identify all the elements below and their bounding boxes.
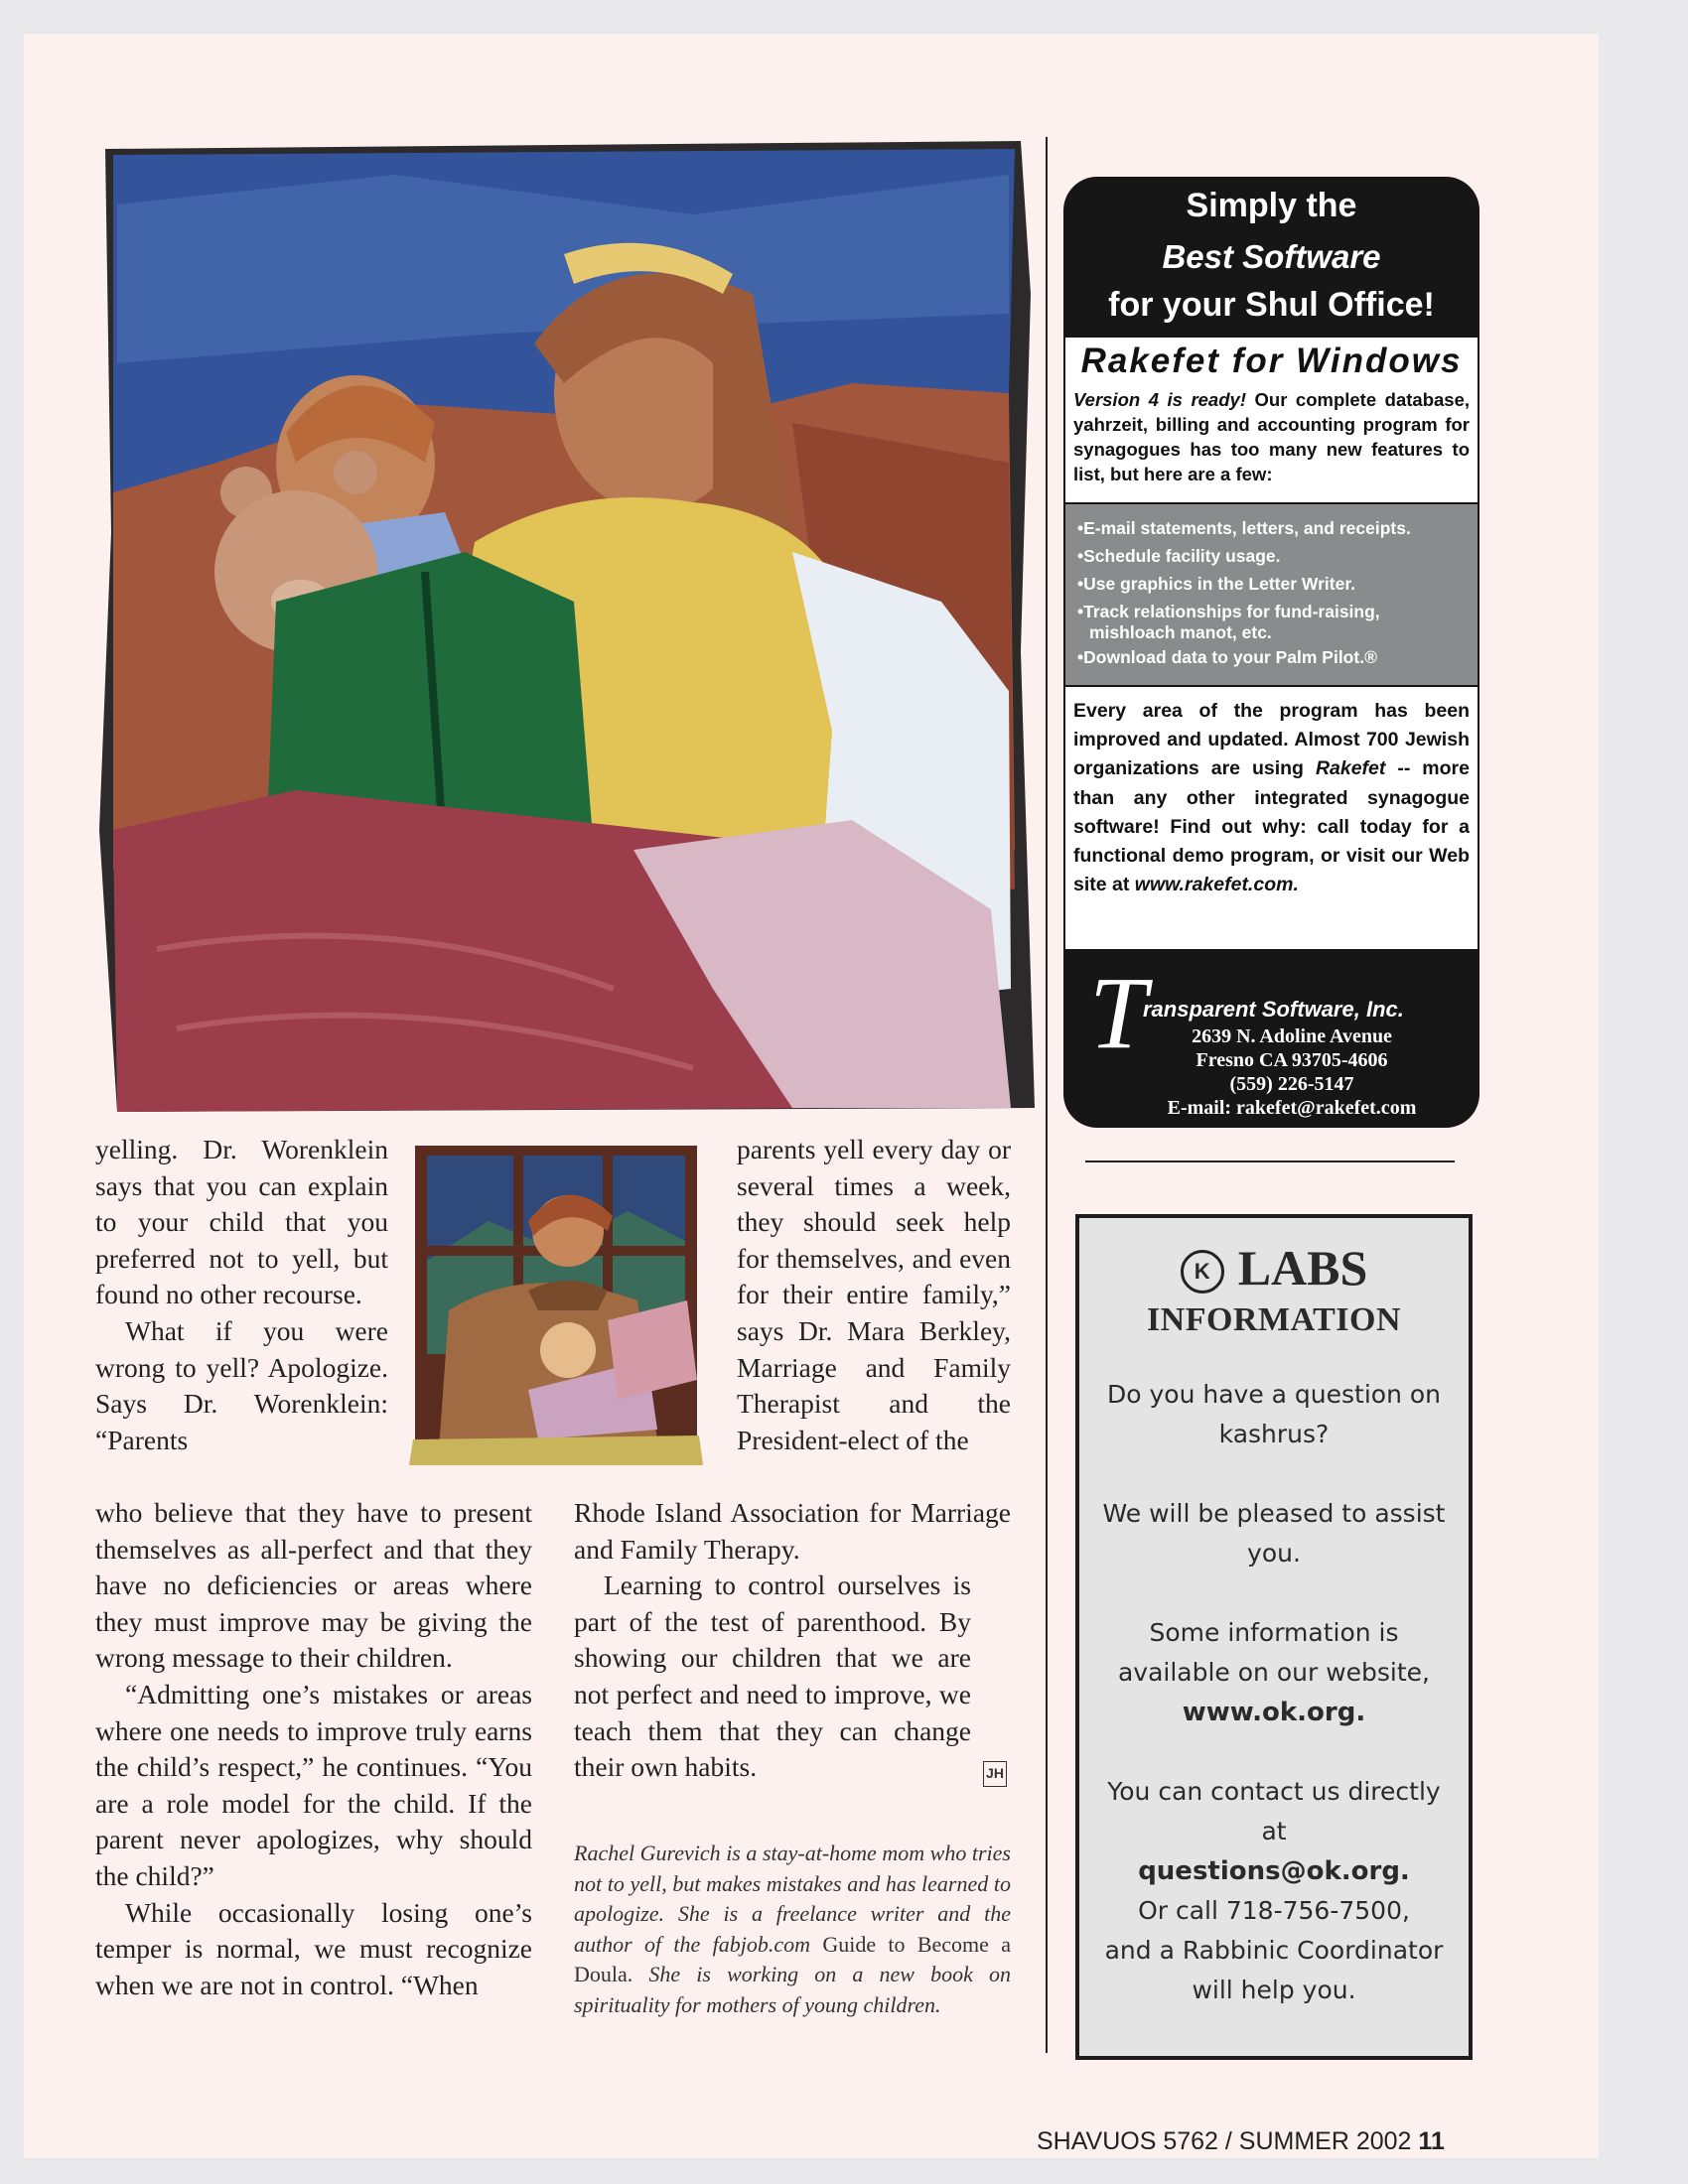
ok-website-link[interactable] xyxy=(1095,1693,1453,1732)
ad-headline: for your Shul Office! xyxy=(1108,286,1435,324)
company-address: 2639 N. Adoline Avenue xyxy=(1192,1025,1392,1047)
issue-label: SHAVUOS 5762 / SUMMER 2002 xyxy=(1037,2127,1419,2155)
article-column-2-bottom xyxy=(574,1495,1011,1786)
bio-book-title: Guide to Become a Doula. xyxy=(574,1931,1011,1987)
ad-description xyxy=(1073,697,1470,899)
article-column-2-top xyxy=(737,1132,1011,1458)
ok-website-text: Some information is available on our website, xyxy=(1117,1618,1431,1687)
ok-website-url[interactable]: www.ok.org. xyxy=(1182,1698,1366,1727)
ok-coordinator: and a Rabbinic Coordinator will help you. xyxy=(1104,1936,1444,2004)
page-footer xyxy=(1037,2127,1445,2156)
ad-feature: •E-mail statements, letters, and receipts. xyxy=(1077,518,1411,538)
ad-headline: Best Software xyxy=(1162,238,1381,275)
ad-version: Version 4 is ready! xyxy=(1073,389,1246,410)
ok-email-link[interactable] xyxy=(1095,1851,1453,1891)
bio-text: Rachel Gurevich is a stay-at-home mom who tries not to yell, but makes mistakes and has learned to apologize. She is a freelance writer and the author of the fabjob.com xyxy=(574,1841,1011,1957)
column-divider xyxy=(1046,137,1048,2053)
ad-feature: mishloach manot, etc. xyxy=(1089,622,1272,642)
mother-reading-illustration xyxy=(97,135,1041,1118)
article-column-1-bottom xyxy=(95,1495,532,2003)
ad-header xyxy=(1063,177,1479,338)
author-bio xyxy=(574,1839,1011,2021)
ad-feature: •Use graphics in the Letter Writer. xyxy=(1077,574,1356,594)
ad-footer xyxy=(1063,949,1479,1128)
article-paragraph: yelling. Dr. Worenklein says that you can explain to your child that you preferred not to yell, but found no other recourse. xyxy=(95,1134,388,1310)
sidebar-divider xyxy=(1085,1160,1455,1162)
company-email[interactable]: E-mail: rakefet@rakefet.com xyxy=(1167,1097,1417,1119)
ad-body xyxy=(1063,338,1479,949)
ad-text: -- more than any other integrated synagogue software! Find out why: call today for a functional demo program, or visit our Web site at xyxy=(1073,757,1470,896)
ad-feature-list xyxy=(1065,502,1477,687)
bio-text: She is working on a new book on spirituality for mothers of young children. xyxy=(574,1962,1011,2017)
page-number: 11 xyxy=(1418,2127,1445,2155)
ad-text: Every area of the program has been improved and updated. Almost 700 Jewish organizations are using xyxy=(1073,700,1470,780)
article-paragraph: While occasionally losing one’s temper is normal, we must recognize when we are not in control. “When xyxy=(95,1896,532,2000)
end-of-article-mark: JH xyxy=(983,1761,1007,1787)
ad-product-name: Rakefet for Windows xyxy=(1080,341,1463,380)
ok-subtitle: INFORMATION xyxy=(1146,1301,1402,1338)
ok-title: LABS xyxy=(1237,1240,1368,1296)
article-paragraph: parents yell every day or several times a week, they should seek help for themselves, and even for their entire family,” says Dr. Mara Berkley, Marriage and Family Therapist and the President-elect of the xyxy=(737,1134,1011,1455)
ad-feature: •Schedule facility usage. xyxy=(1077,546,1281,566)
article-column-1-top xyxy=(95,1132,388,1458)
article-paragraph: Learning to control ourselves is part of the test of parenthood. By showing our children that we are not perfect and need to improve, we teach them that they can change their own habits. xyxy=(574,1570,971,1783)
ok-phone: Or call 718-756-7500, xyxy=(1138,1896,1410,1925)
ad-headline: Simply the xyxy=(1186,187,1357,224)
ad-text: Rakefet xyxy=(1315,757,1386,780)
company-city: Fresno CA 93705-4606 xyxy=(1196,1049,1388,1071)
company-initial: T xyxy=(1089,956,1147,1070)
ad-intro-text: Our complete database, yahrzeit, billing and accounting program for synagogues has too many new features to list, but here are a few: xyxy=(1073,389,1470,484)
ok-question: Do you have a question on kashrus? xyxy=(1106,1380,1442,1448)
article-paragraph: who believe that they have to present themselves as all-perfect and that they have no deficiencies or areas where they must improve may be giving the wrong message to their children. xyxy=(95,1497,532,1674)
ok-kosher-icon: K xyxy=(1181,1250,1224,1294)
ok-labs-box xyxy=(1075,1214,1473,2060)
ok-labs-logo xyxy=(1079,1242,1469,1294)
ad-feature: •Download data to your Palm Pilot.® xyxy=(1077,647,1377,667)
rakefet-advertisement xyxy=(1063,177,1479,1128)
article-paragraph: Rhode Island Association for Marriage and Family Therapy. xyxy=(574,1497,1011,1565)
company-phone: (559) 226-5147 xyxy=(1229,1073,1354,1095)
ad-website-link[interactable]: www.rakefet.com. xyxy=(1134,874,1299,896)
article-paragraph: What if you were wrong to yell? Apologize. Says Dr. Worenklein: “Parents xyxy=(95,1314,388,1455)
ok-contact-text: You can contact us directly at xyxy=(1107,1777,1441,1845)
ad-intro xyxy=(1073,387,1470,486)
company-name: ransparent Software, Inc. xyxy=(1143,997,1404,1022)
ok-email-address[interactable]: questions@ok.org. xyxy=(1138,1856,1410,1886)
mother-child-window-illustration xyxy=(409,1142,703,1465)
ok-assist: We will be pleased to assist you. xyxy=(1102,1499,1446,1568)
ad-feature: •Track relationships for fund-raising, xyxy=(1077,602,1380,621)
article-paragraph: “Admitting one’s mistakes or areas where one needs to improve truly earns the child’s respect,” he continues. “You are a role model for the child. If the parent never apologizes, why should the child?” xyxy=(95,1678,532,1891)
